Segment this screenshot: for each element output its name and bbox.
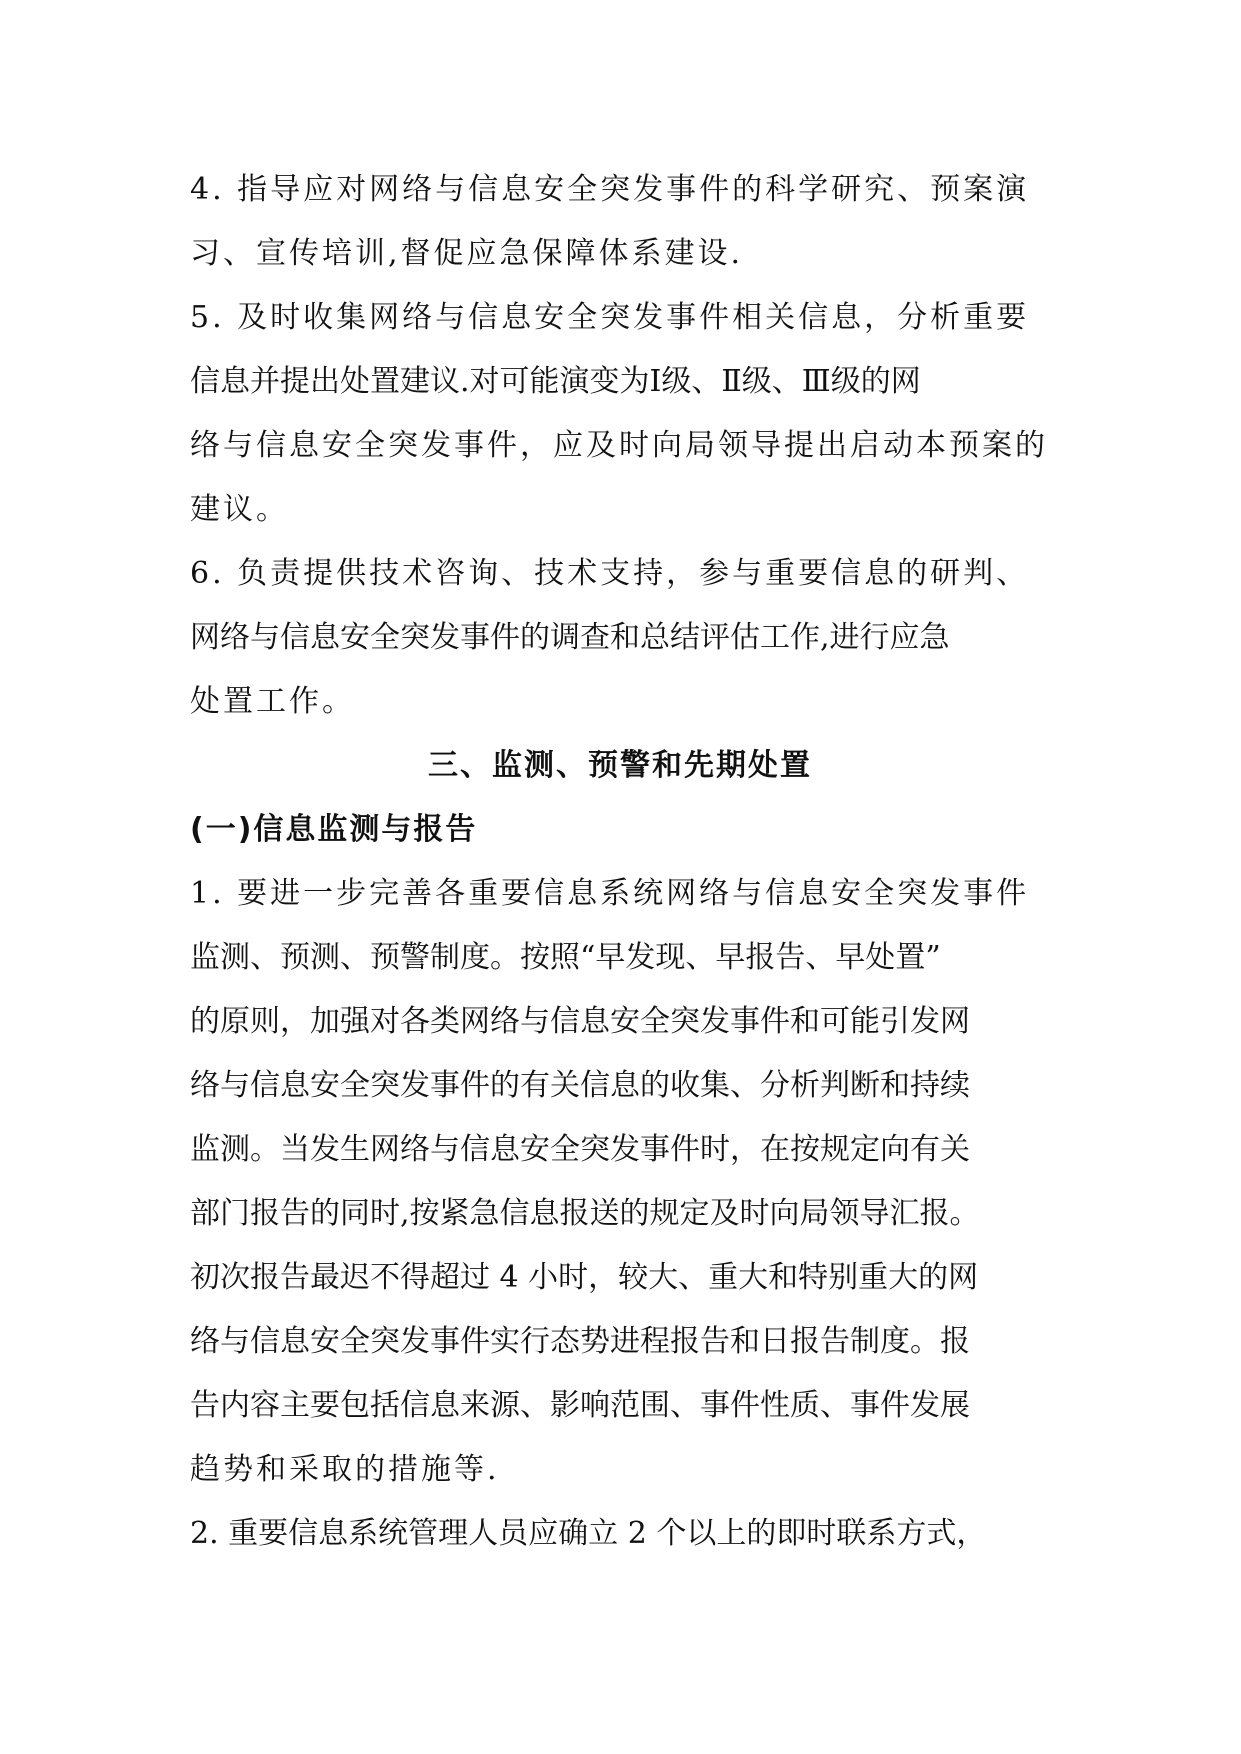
paragraph-line: 络与信息安全突发事件实行态势进程报告和日报告制度。报 (190, 1324, 970, 1359)
paragraph-line: 4. 指导应对网络与信息安全突发事件的科学研究、预案演 (190, 172, 1030, 207)
paragraph-line: 络与信息安全突发事件的有关信息的收集、分析判断和持续 (190, 1068, 970, 1103)
paragraph-line: 告内容主要包括信息来源、影响范围、事件性质、事件发展 (190, 1388, 970, 1423)
paragraph-line: 信息并提出处置建议.对可能演变为Ⅰ级、Ⅱ级、Ⅲ级的网 (190, 364, 921, 399)
paragraph-line: 络与信息安全突发事件，应及时向局领导提出启动本预案的 (190, 428, 1048, 463)
paragraph-line: 的原则，加强对各类网络与信息安全突发事件和可能引发网 (190, 1004, 970, 1039)
paragraph-line: 网络与信息安全突发事件的调查和总结评估工作,进行应急 (190, 620, 950, 655)
section-title: 三、监测、预警和先期处置 (428, 748, 812, 783)
paragraph-line: 初次报告最迟不得超过 4 小时，较大、重大和特别重大的网 (190, 1260, 979, 1295)
paragraph-line: 1. 要进一步完善各重要信息系统网络与信息安全突发事件 (190, 876, 1030, 911)
paragraph-line: 习、宣传培训,督促应急保障体系建设. (190, 236, 744, 271)
paragraph-line: 监测。当发生网络与信息安全突发事件时，在按规定向有关 (190, 1132, 970, 1167)
paragraph-line: 2. 重要信息系统管理人员应确立 2 个以上的即时联系方式， (190, 1516, 987, 1551)
paragraph-line: 部门报告的同时,按紧急信息报送的规定及时向局领导汇报。 (190, 1196, 980, 1231)
subsection-title: (一)信息监测与报告 (190, 812, 478, 847)
paragraph-line: 6. 负责提供技术咨询、技术支持，参与重要信息的研判、 (190, 556, 1030, 591)
paragraph-line: 5. 及时收集网络与信息安全突发事件相关信息，分析重要 (190, 300, 1030, 335)
paragraph-line: 处置工作。 (190, 684, 355, 719)
paragraph-line: 趋势和采取的措施等. (190, 1452, 500, 1487)
paragraph-line: 监测、预测、预警制度。按照“早发现、早报告、早处置” (190, 940, 941, 975)
paragraph-line: 建议。 (190, 492, 289, 527)
